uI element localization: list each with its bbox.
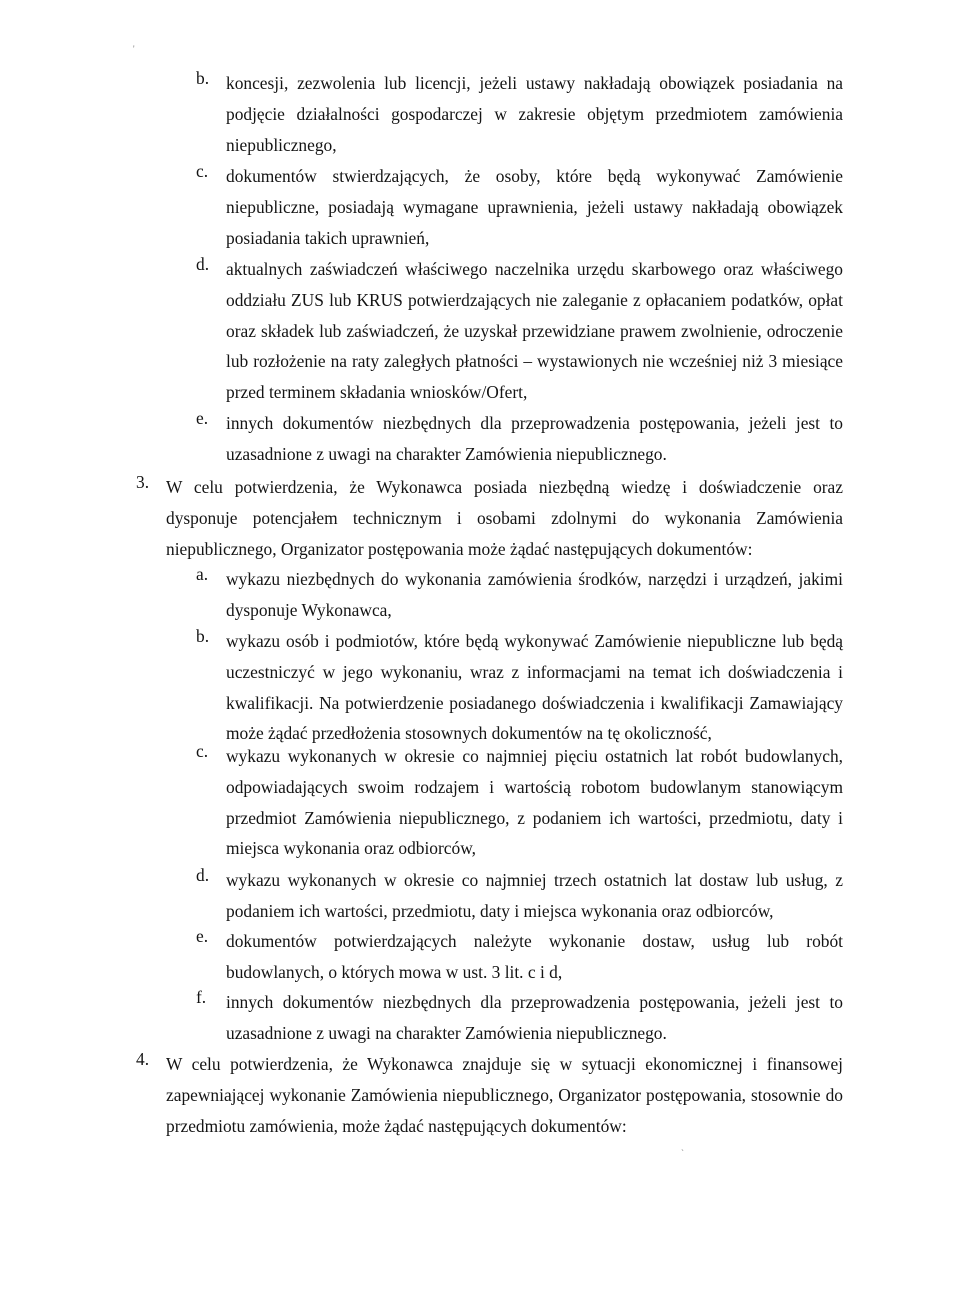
list-item-label: d. xyxy=(196,254,210,274)
list-item-label: d. xyxy=(196,865,210,885)
section-intro: W celu potwierdzenia, że Wykonawca znajduje się w sytuacji ekonomicznej i finansowej zapewniającej wykonanie Zamówienia niepublicznego, Organizator postępowania, stosownie do przedmiotu zamówienia, może żądać następujących dokumentów: xyxy=(166,1054,843,1136)
list-item-label: b. xyxy=(196,626,210,646)
list-item-text: innych dokumentów niezbędnych dla przeprowadzenia postępowania, jeżeli jest to uzasadnione z uwagi na charakter Zamówienia niepublicznego. xyxy=(226,992,843,1043)
list-item-text: wykazu wykonanych w okresie co najmniej trzech ostatnich lat dostaw lub usług, z podaniem ich wartości, przedmiotu, daty i miejsca wykonania oraz odbiorców, xyxy=(226,870,843,921)
list-item-label: e. xyxy=(196,408,209,428)
list-item-text: dokumentów stwierdzających, że osoby, które będą wykonywać Zamówienie niepubliczne, posiadają wymagane uprawnienia, jeżeli ustawy nakładają obowiązek posiadania takich uprawnień, xyxy=(226,166,843,248)
list-item-text: wykazu wykonanych w okresie co najmniej pięciu ostatnich lat robót budowlanych, odpowiadających swoim rodzajem i wartością robotom budowlanym stanowiącym przedmiot Zamówienia niepublicznego, z podaniem ich wartości, przedmiotu, daty i miejsca wykonania oraz odbiorców, xyxy=(226,746,843,859)
list-item-text: dokumentów potwierdzających należyte wykonanie dostaw, usług lub robót budowlanych, o których mowa w ust. 3 lit. c i d, xyxy=(226,931,843,982)
section-number: 4. xyxy=(136,1049,150,1069)
section-intro: W celu potwierdzenia, że Wykonawca posiada niezbędną wiedzę i doświadczenie oraz dysponuje potencjałem technicznym i osobami zdolnymi do wykonania Zamówienia niepublicznego, Organizator postępowania może żądać następujących dokumentów: xyxy=(166,477,843,559)
section-number: 3. xyxy=(136,472,150,492)
list-item-text: koncesji, zezwolenia lub licencji, jeżeli ustawy nakładają obowiązek posiadania na podjęcie działalności gospodarczej w zakresie objętym przedmiotem zamówienia niepublicznego, xyxy=(226,73,843,155)
list-item-label: a. xyxy=(196,564,209,584)
list-item-label: c. xyxy=(196,741,209,761)
list-item-label: c. xyxy=(196,161,209,181)
list-item-label: b. xyxy=(196,68,210,88)
list-item-text: wykazu niezbędnych do wykonania zamówienia środków, narzędzi i urządzeń, jakimi dysponuje Wykonawca, xyxy=(226,569,843,620)
list-item-text: wykazu osób i podmiotów, które będą wykonywać Zamówienie niepubliczne lub będą uczestniczyć w jego wykonaniu, wraz z informacjami na temat ich doświadczenia i kwalifikacji. Na potwierdzenie posiadanego doświadczenia i kwalifikacji Zamawiający może żądać przedłożenia stosownych dokumentów na tę okoliczność, xyxy=(226,631,843,744)
list-item-label: e. xyxy=(196,926,209,946)
list-item-text: innych dokumentów niezbędnych dla przeprowadzenia postępowania, jeżeli jest to uzasadnione z uwagi na charakter Zamówienia niepublicznego. xyxy=(226,413,843,464)
list-item-text: aktualnych zaświadczeń właściwego naczelnika urzędu skarbowego oraz właściwego oddziału ZUS lub KRUS potwierdzających nie zaleganie z opłacaniem podatków, opłat oraz składek lub zaświadczeń, że uzyskał przewidziane prawem zwolnienie, odroczenie lub rozłożenie na raty zaległych płatności – wystawionych nie wcześniej niż 3 miesiące przed terminem składania wniosków/Ofert, xyxy=(226,259,843,403)
list-item-label: f. xyxy=(196,987,207,1007)
scan-mark: ' xyxy=(133,44,135,54)
scan-mark: ` xyxy=(681,1148,684,1158)
